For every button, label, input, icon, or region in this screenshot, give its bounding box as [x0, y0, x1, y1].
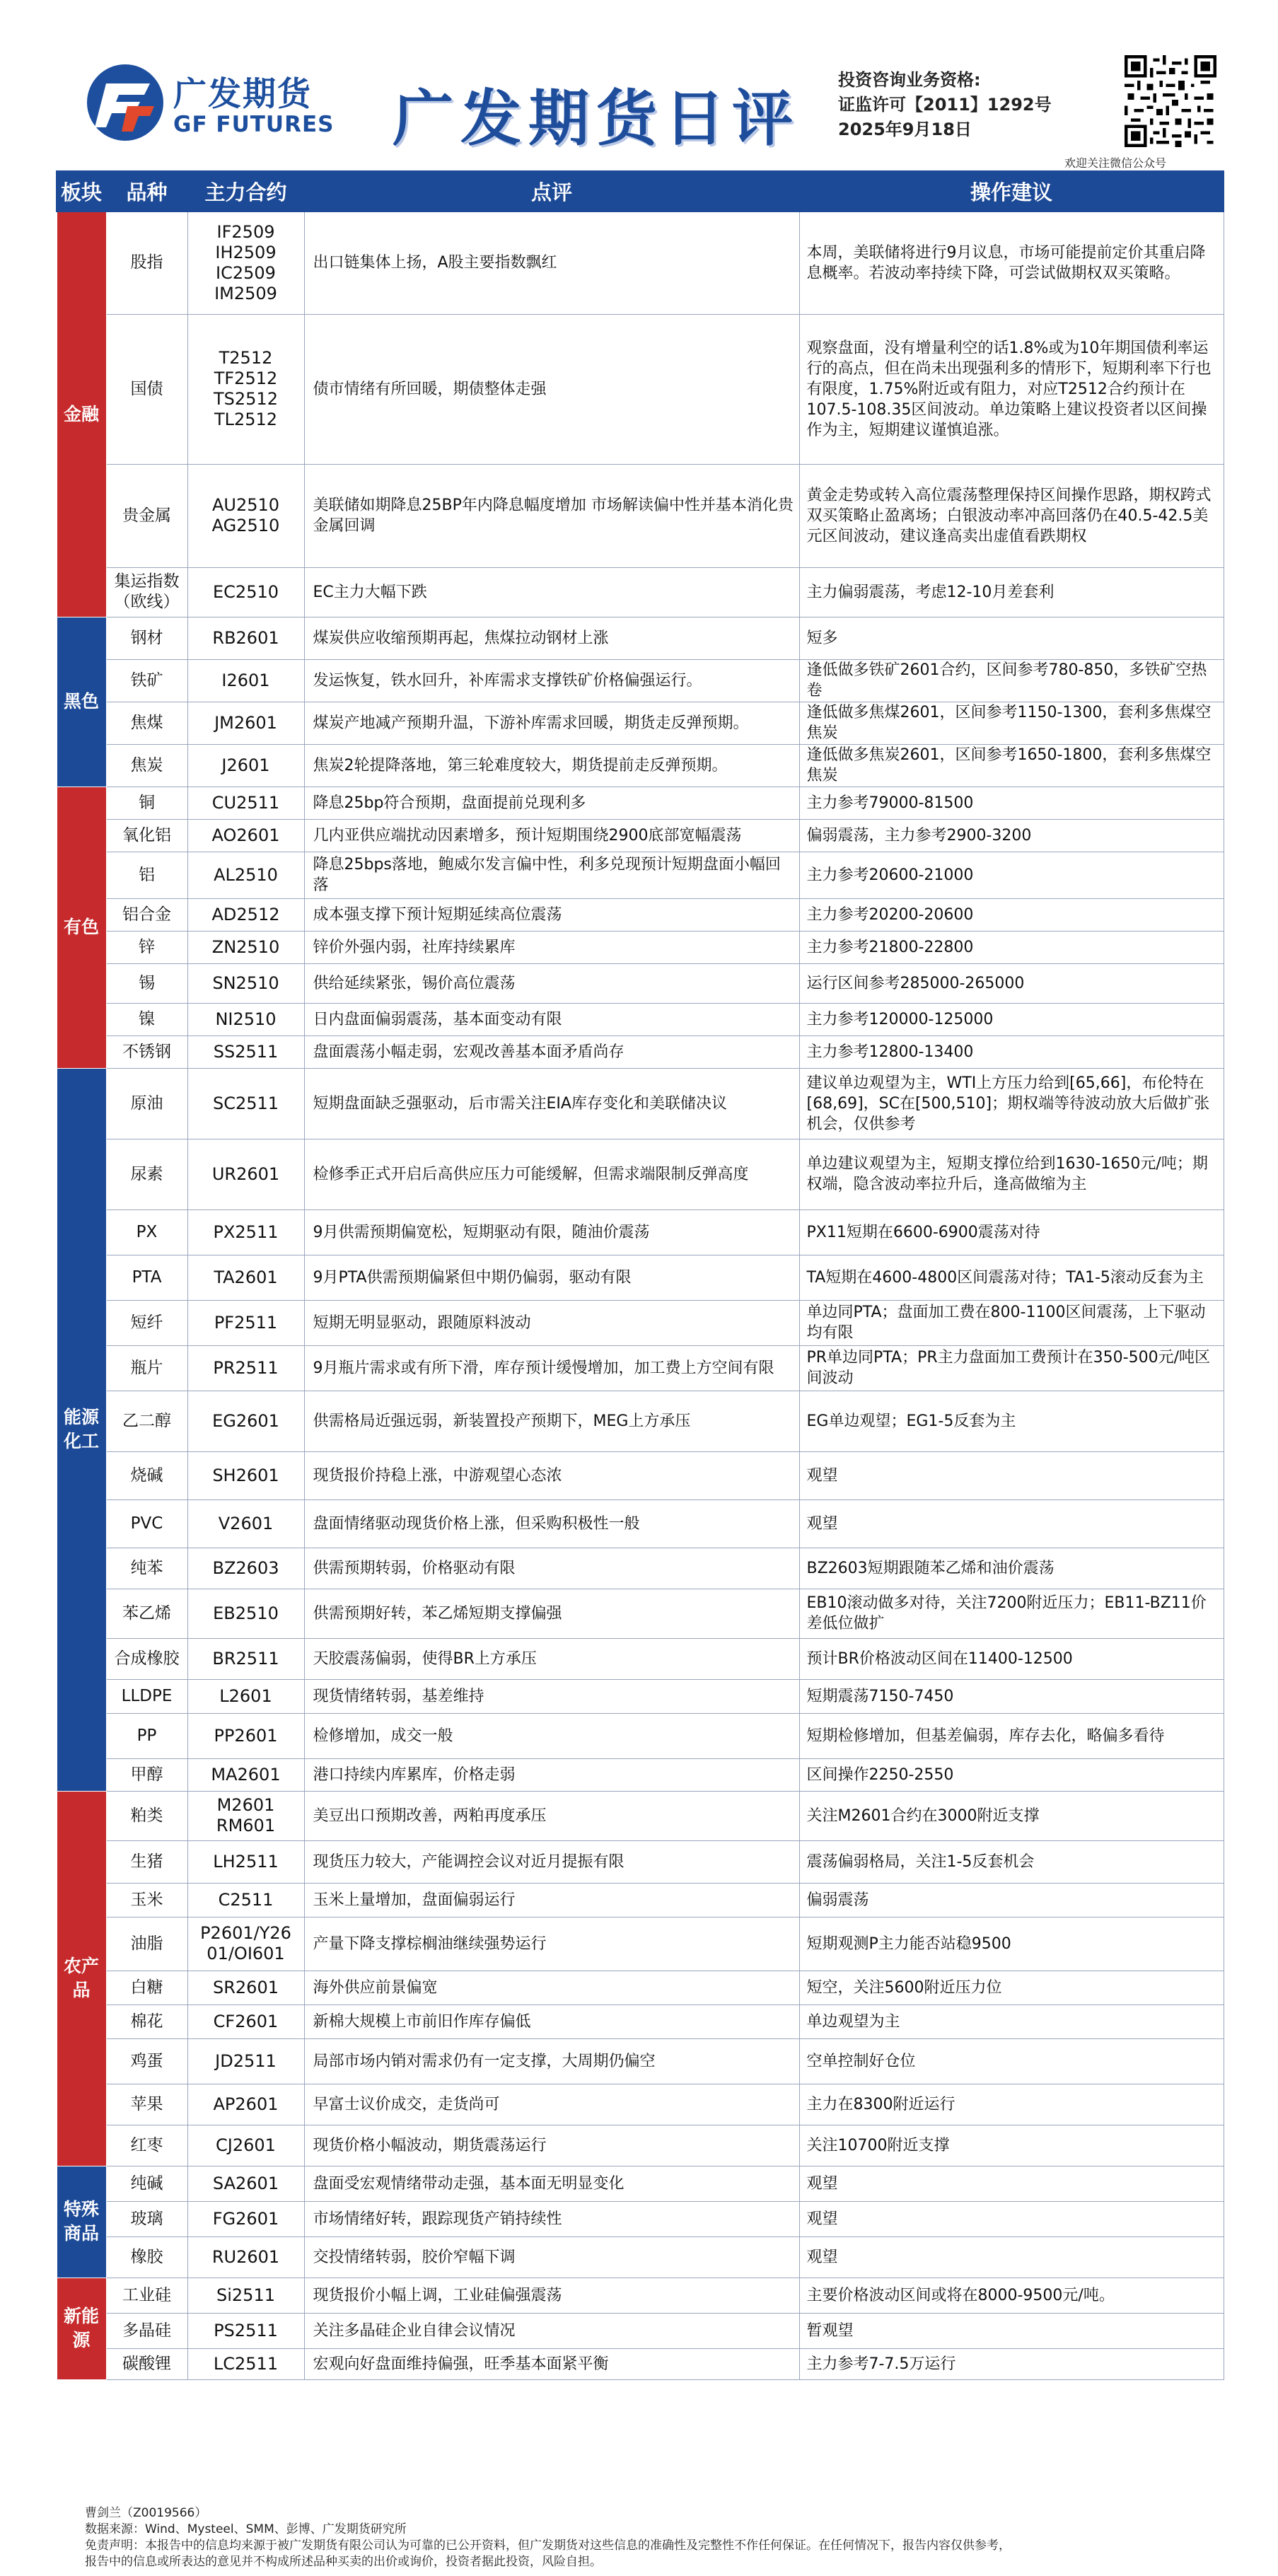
- comment-cell: 海外供应前景偏宽: [304, 1971, 799, 2004]
- comment-cell: 9月供需预期偏宽松，短期驱动有限，随油价震荡: [304, 1209, 799, 1255]
- table-row: [57, 1391, 1224, 1451]
- contract-cell: EC2510: [187, 567, 304, 617]
- comment-cell: 9月瓶片需求或有所下滑，库存预计缓慢增加，加工费上方空间有限: [304, 1345, 799, 1391]
- comment-cell: 发运恢复，铁水回升，补库需求支撑铁矿价格偏强运行。: [304, 659, 799, 702]
- advice-cell: 主力偏弱震荡，考虑12-10月差套利: [799, 567, 1224, 617]
- comment-cell: 供需预期好转，苯乙烯短期支撑偏强: [304, 1589, 799, 1638]
- table-row: [57, 1713, 1224, 1758]
- table-row: [57, 1971, 1224, 2004]
- table-row: [57, 314, 1224, 464]
- comment-cell: 新棉大规模上市前旧作库存偏低: [304, 2004, 799, 2038]
- comment-cell: 现货价格小幅波动，期货震荡运行: [304, 2125, 799, 2166]
- sector-cell: [57, 617, 106, 787]
- comment-cell: 玉米上量增加，盘面偏弱运行: [304, 1883, 799, 1917]
- contract-cell: RU2601: [187, 2236, 304, 2278]
- contract-cell: FG2601: [187, 2201, 304, 2236]
- variety-cell: 铝: [106, 852, 187, 898]
- table-row: [57, 2084, 1224, 2125]
- advice-cell: 主力参考20200-20600: [799, 898, 1224, 931]
- column-header-advice: 操作建议: [799, 171, 1224, 211]
- contract-cell: P2601/Y26 01/OI601: [187, 1917, 304, 1971]
- comment-cell: 盘面情绪驱动现货价格上涨，但采购积极性一般: [304, 1499, 799, 1548]
- variety-cell: 锌: [106, 931, 187, 963]
- variety-cell: 贵金属: [106, 464, 187, 567]
- table-row: [57, 1499, 1224, 1548]
- contract-cell: AP2601: [187, 2084, 304, 2125]
- column-header-sector: 板块: [57, 171, 106, 211]
- sector-cell: [57, 211, 106, 617]
- table-row: [57, 1638, 1224, 1679]
- contract-cell: CF2601: [187, 2004, 304, 2038]
- advice-cell: PR单边同PTA；PR主力盘面加工费预计在350-500元/吨区间波动: [799, 1345, 1224, 1391]
- contract-cell: Si2511: [187, 2278, 304, 2313]
- sector-cell: [57, 1068, 106, 1791]
- advice-cell: TA短期在4600-4800区间震荡对待；TA1-5滚动反套为主: [799, 1255, 1224, 1300]
- variety-cell: 玻璃: [106, 2201, 187, 2236]
- sector-cell: [57, 1791, 106, 2166]
- contract-cell: IF2509 IH2509 IC2509 IM2509: [187, 211, 304, 314]
- table-row: [57, 702, 1224, 744]
- license-number: 证监许可【2011】1292号: [838, 95, 1052, 115]
- commodity-table: [56, 170, 1223, 2380]
- comment-cell: 美联储如期降息25BP年内降息幅度增加 市场解读偏中性并基本消化贵金属回调: [304, 464, 799, 567]
- variety-cell: PX: [106, 1209, 187, 1255]
- table-row: [57, 1758, 1224, 1791]
- sector-cell: [57, 787, 106, 1068]
- contract-cell: BR2511: [187, 1638, 304, 1679]
- advice-cell: BZ2603短期跟随苯乙烯和油价震荡: [799, 1548, 1224, 1589]
- contract-cell: M2601 RM601: [187, 1791, 304, 1840]
- comment-cell: 天胶震荡偏弱，使得BR上方承压: [304, 1638, 799, 1679]
- contract-cell: I2601: [187, 659, 304, 702]
- contract-cell: SA2601: [187, 2166, 304, 2201]
- variety-cell: 鸡蛋: [106, 2038, 187, 2084]
- advice-cell: 短多: [799, 617, 1224, 659]
- comment-cell: 债市情绪有所回暖，期债整体走强: [304, 314, 799, 464]
- variety-cell: 白糖: [106, 1971, 187, 2004]
- comment-cell: 盘面震荡小幅走弱，宏观改善基本面矛盾尚存: [304, 1035, 799, 1068]
- advice-cell: 主力参考20600-21000: [799, 852, 1224, 898]
- advice-cell: 观望: [799, 2166, 1224, 2201]
- comment-cell: 几内亚供应端扰动因素增多，预计短期围绕2900底部宽幅震荡: [304, 819, 799, 852]
- table-header-row: [57, 171, 1224, 211]
- variety-cell: 铝合金: [106, 898, 187, 931]
- gf-logo-icon: [85, 62, 166, 144]
- contract-cell: L2601: [187, 1679, 304, 1713]
- comment-cell: 现货报价小幅上调，工业硅偏强震荡: [304, 2278, 799, 2313]
- contract-cell: PP2601: [187, 1713, 304, 1758]
- table-row: [57, 1589, 1224, 1638]
- comment-cell: EC主力大幅下跌: [304, 567, 799, 617]
- variety-cell: 不锈钢: [106, 1035, 187, 1068]
- contract-cell: LC2511: [187, 2348, 304, 2379]
- contract-cell: SR2601: [187, 1971, 304, 2004]
- table-row: [57, 898, 1224, 931]
- contract-cell: PR2511: [187, 1345, 304, 1391]
- advice-cell: 单边观望为主: [799, 2004, 1224, 2038]
- column-header-contract: 主力合约: [187, 171, 304, 211]
- contract-cell: JD2511: [187, 2038, 304, 2084]
- table-row: [57, 464, 1224, 567]
- sector-label: 能源 化工: [63, 1407, 99, 1451]
- contract-cell: SH2601: [187, 1451, 304, 1499]
- report-meta: [838, 68, 1052, 142]
- variety-cell: 乙二醇: [106, 1391, 187, 1451]
- sector-label: 新能源: [63, 2306, 99, 2350]
- table-row: [57, 617, 1224, 659]
- contract-cell: RB2601: [187, 617, 304, 659]
- table-row: [57, 1035, 1224, 1068]
- comment-cell: 盘面受宏观情绪带动走强，基本面无明显变化: [304, 2166, 799, 2201]
- variety-cell: 生猪: [106, 1840, 187, 1883]
- variety-cell: 红枣: [106, 2125, 187, 2166]
- sector-label: 黑色: [63, 691, 99, 712]
- contract-cell: LH2511: [187, 1840, 304, 1883]
- advice-cell: 黄金走势或转入高位震荡整理保持区间操作思路，期权跨式双买策略止盈离场；白银波动率冲高回落仍在40.5-42.5美元区间波动，建议逢高卖出虚值看跌期权: [799, 464, 1224, 567]
- variety-cell: 棉花: [106, 2004, 187, 2038]
- sector-label: 有色: [63, 917, 99, 937]
- logo-english-name: GF FUTURES: [173, 112, 335, 137]
- variety-cell: 股指: [106, 211, 187, 314]
- contract-cell: SS2511: [187, 1035, 304, 1068]
- data-source-line: 数据来源：Wind、Mysteel、SMM、彭博、广发期货研究所: [85, 2522, 407, 2536]
- table-row: [57, 2236, 1224, 2278]
- comment-cell: 早富士议价成交，走货尚可: [304, 2084, 799, 2125]
- table-row: [57, 1883, 1224, 1917]
- table-row: [57, 1003, 1224, 1035]
- table-row: [57, 787, 1224, 819]
- table-row: [57, 2348, 1224, 2379]
- advice-cell: 观望: [799, 1451, 1224, 1499]
- table-row: [57, 659, 1224, 702]
- comment-cell: 现货情绪转弱，基差维持: [304, 1679, 799, 1713]
- advice-cell: 观望: [799, 1499, 1224, 1548]
- variety-cell: 氧化铝: [106, 819, 187, 852]
- variety-cell: 粕类: [106, 1791, 187, 1840]
- variety-cell: 橡胶: [106, 2236, 187, 2278]
- table-row: [57, 819, 1224, 852]
- column-header-variety: 品种: [106, 171, 187, 211]
- advice-cell: PX11短期在6600-6900震荡对待: [799, 1209, 1224, 1255]
- comment-cell: 现货压力较大，产能调控会议对近月提振有限: [304, 1840, 799, 1883]
- comment-cell: 供给延续紧张，锡价高位震荡: [304, 963, 799, 1003]
- variety-cell: 镍: [106, 1003, 187, 1035]
- comment-cell: 交投情绪转弱，胶价窄幅下调: [304, 2236, 799, 2278]
- variety-cell: 苹果: [106, 2084, 187, 2125]
- variety-cell: PP: [106, 1713, 187, 1758]
- advice-cell: 主力参考7-7.5万运行: [799, 2348, 1224, 2379]
- advice-cell: 主力参考21800-22800: [799, 931, 1224, 963]
- contract-cell: BZ2603: [187, 1548, 304, 1589]
- sector-label: 特殊 商品: [63, 2199, 99, 2244]
- disclaimer-line-2: 报告中的信息或所表达的意见并不构成所述品种买卖的出价或询价，投资者据此投资，风险自担。: [85, 2555, 602, 2569]
- table-row: [57, 2125, 1224, 2166]
- advice-cell: 关注10700附近支撑: [799, 2125, 1224, 2166]
- report-title: 广发期货日评: [393, 83, 800, 154]
- contract-cell: V2601: [187, 1499, 304, 1548]
- analyst-line: 曹剑兰（Z0019566）: [85, 2506, 207, 2520]
- contract-cell: AD2512: [187, 898, 304, 931]
- variety-cell: 铁矿: [106, 659, 187, 702]
- variety-cell: PVC: [106, 1499, 187, 1548]
- advice-cell: 震荡偏弱格局，关注1-5反套机会: [799, 1840, 1224, 1883]
- advice-cell: 单边同PTA；盘面加工费在800-1100区间震荡，上下驱动均有限: [799, 1300, 1224, 1345]
- advice-cell: 本周，美联储将进行9月议息，市场可能提前定价其重启降息概率。若波动率持续下降，可尝试做期权双买策略。: [799, 211, 1224, 314]
- variety-cell: 纯苯: [106, 1548, 187, 1589]
- contract-cell: AO2601: [187, 819, 304, 852]
- table-row: [57, 1840, 1224, 1883]
- table-body: [57, 211, 1224, 2379]
- comment-cell: 成本强支撑下预计短期延续高位震荡: [304, 898, 799, 931]
- table-row: [57, 1255, 1224, 1300]
- variety-cell: 苯乙烯: [106, 1589, 187, 1638]
- advice-cell: 短期检修增加，但基差偏弱，库存去化，略偏多看待: [799, 1713, 1224, 1758]
- table-row: [57, 744, 1224, 787]
- advice-cell: 暂观望: [799, 2313, 1224, 2348]
- table-row: [57, 1548, 1224, 1589]
- advice-cell: 预计BR价格波动区间在11400-12500: [799, 1638, 1224, 1679]
- report-header: [0, 0, 1278, 168]
- variety-cell: 工业硅: [106, 2278, 187, 2313]
- comment-cell: 短期盘面缺乏强驱动，后市需关注EIA库存变化和美联储决议: [304, 1068, 799, 1139]
- variety-cell: 碳酸锂: [106, 2348, 187, 2379]
- report-date: 2025年9月18日: [838, 120, 972, 139]
- contract-cell: EG2601: [187, 1391, 304, 1451]
- variety-cell: 甲醇: [106, 1758, 187, 1791]
- contract-cell: JM2601: [187, 702, 304, 744]
- table-row: [57, 1917, 1224, 1971]
- comment-cell: 焦炭2轮提降落地，第三轮难度较大，期货提前走反弹预期。: [304, 744, 799, 787]
- contract-cell: UR2601: [187, 1139, 304, 1209]
- contract-cell: MA2601: [187, 1758, 304, 1791]
- advice-cell: 观望: [799, 2236, 1224, 2278]
- license-label: 投资咨询业务资格:: [838, 70, 981, 90]
- advice-cell: 单边建议观望为主，短期支撑位给到1630-1650元/吨；期权端，隐含波动率拉升后，逢高做缩为主: [799, 1139, 1224, 1209]
- comment-cell: 供需格局近强远弱，新装置投产预期下，MEG上方承压: [304, 1391, 799, 1451]
- sector-label: 金融: [63, 403, 99, 424]
- comment-cell: 短期无明显驱动，跟随原料波动: [304, 1300, 799, 1345]
- disclaimer-footer: [85, 2505, 1231, 2570]
- contract-cell: SC2511: [187, 1068, 304, 1139]
- advice-cell: 偏弱震荡，主力参考2900-3200: [799, 819, 1224, 852]
- variety-cell: 焦炭: [106, 744, 187, 787]
- table-row: [57, 211, 1224, 314]
- variety-cell: LLDPE: [106, 1679, 187, 1713]
- comment-cell: 宏观向好盘面维持偏强，旺季基本面紧平衡: [304, 2348, 799, 2379]
- contract-cell: CU2511: [187, 787, 304, 819]
- company-logo: [85, 62, 335, 147]
- table-row: [57, 852, 1224, 898]
- advice-cell: 逢低做多焦煤2601，区间参考1150-1300，套利多焦煤空焦炭: [799, 702, 1224, 744]
- table-row: [57, 2038, 1224, 2084]
- comment-cell: 产量下降支撑棕榈油继续强势运行: [304, 1917, 799, 1971]
- variety-cell: 尿素: [106, 1139, 187, 1209]
- contract-cell: PS2511: [187, 2313, 304, 2348]
- variety-cell: 短纤: [106, 1300, 187, 1345]
- variety-cell: 锡: [106, 963, 187, 1003]
- advice-cell: 主力在8300附近运行: [799, 2084, 1224, 2125]
- advice-cell: EG单边观望；EG1-5反套为主: [799, 1391, 1224, 1451]
- variety-cell: 铜: [106, 787, 187, 819]
- sector-label: 农产品: [63, 1956, 99, 2000]
- contract-cell: T2512 TF2512 TS2512 TL2512: [187, 314, 304, 464]
- table-row: [57, 1451, 1224, 1499]
- comment-cell: 锌价外强内弱，社库持续累库: [304, 931, 799, 963]
- contract-cell: SN2510: [187, 963, 304, 1003]
- advice-cell: 关注M2601合约在3000附近支撑: [799, 1791, 1224, 1840]
- contract-cell: PF2511: [187, 1300, 304, 1345]
- variety-cell: 钢材: [106, 617, 187, 659]
- disclaimer-line-1: 免责声明：本报告中的信息均来源于被广发期货有限公司认为可靠的已公开资料，但广发期货对这些信息的准确性及完整性不作任何保证。在任何情况下，报告内容仅供参考，: [85, 2539, 1011, 2553]
- table-row: [57, 2313, 1224, 2348]
- advice-cell: 空单控制好仓位: [799, 2038, 1224, 2084]
- contract-cell: C2511: [187, 1883, 304, 1917]
- table-row: [57, 1791, 1224, 1840]
- comment-cell: 局部市场内销对需求仍有一定支撑，大周期仍偏空: [304, 2038, 799, 2084]
- advice-cell: 观望: [799, 2201, 1224, 2236]
- contract-cell: J2601: [187, 744, 304, 787]
- table-row: [57, 963, 1224, 1003]
- table-row: [57, 1139, 1224, 1209]
- advice-cell: 短空，关注5600附近压力位: [799, 1971, 1224, 2004]
- comment-cell: 市场情绪好转，跟踪现货产销持续性: [304, 2201, 799, 2236]
- comment-cell: 现货报价持稳上涨，中游观望心态浓: [304, 1451, 799, 1499]
- logo-chinese-name: 广发期货: [173, 75, 312, 114]
- advice-cell: 建议单边观望为主，WTI上方压力给到[65,66]，布伦特在[68,69]，SC在[500,510]；期权端等待波动放大后做扩张机会，仅供参考: [799, 1068, 1224, 1139]
- table-row: [57, 2201, 1224, 2236]
- contract-cell: CJ2601: [187, 2125, 304, 2166]
- table-row: [57, 1068, 1224, 1139]
- contract-cell: AL2510: [187, 852, 304, 898]
- contract-cell: PX2511: [187, 1209, 304, 1255]
- advice-cell: 主力参考120000-125000: [799, 1003, 1224, 1035]
- variety-cell: 国债: [106, 314, 187, 464]
- variety-cell: 油脂: [106, 1917, 187, 1971]
- comment-cell: 关注多晶硅企业自律会议情况: [304, 2313, 799, 2348]
- comment-cell: 9月PTA供需预期偏紧但中期仍偏弱，驱动有限: [304, 1255, 799, 1300]
- variety-cell: PTA: [106, 1255, 187, 1300]
- variety-cell: 瓶片: [106, 1345, 187, 1391]
- comment-cell: 日内盘面偏弱震荡，基本面变动有限: [304, 1003, 799, 1035]
- variety-cell: 多晶硅: [106, 2313, 187, 2348]
- comment-cell: 检修季正式开启后高供应压力可能缓解，但需求端限制反弹高度: [304, 1139, 799, 1209]
- advice-cell: 主力参考79000-81500: [799, 787, 1224, 819]
- advice-cell: 偏弱震荡: [799, 1883, 1224, 1917]
- variety-cell: 玉米: [106, 1883, 187, 1917]
- table-row: [57, 567, 1224, 617]
- advice-cell: 区间操作2250-2550: [799, 1758, 1224, 1791]
- advice-cell: 短期震荡7150-7450: [799, 1679, 1224, 1713]
- comment-cell: 检修增加，成交一般: [304, 1713, 799, 1758]
- table-row: [57, 931, 1224, 963]
- comment-cell: 煤炭产地减产预期升温，下游补库需求回暖，期货走反弹预期。: [304, 702, 799, 744]
- advice-cell: 主力参考12800-13400: [799, 1035, 1224, 1068]
- table-row: [57, 2278, 1224, 2313]
- advice-cell: EB10滚动做多对待，关注7200附近压力；EB11-BZ11价差低位做扩: [799, 1589, 1224, 1638]
- table-row: [57, 2166, 1224, 2201]
- contract-cell: TA2601: [187, 1255, 304, 1300]
- contract-cell: NI2510: [187, 1003, 304, 1035]
- contract-cell: AU2510 AG2510: [187, 464, 304, 567]
- variety-cell: 纯碱: [106, 2166, 187, 2201]
- variety-cell: 焦煤: [106, 702, 187, 744]
- contract-cell: ZN2510: [187, 931, 304, 963]
- comment-cell: 出口链集体上扬，A股主要指数飘红: [304, 211, 799, 314]
- table-row: [57, 2004, 1224, 2038]
- comment-cell: 港口持续内库累库，价格走弱: [304, 1758, 799, 1791]
- advice-cell: 观察盘面，没有增量利空的话1.8%或为10年期国债利率运行的高点，但在尚未出现强利多的情形下，短期利率下行也有限度，1.75%附近或有阻力，对应T2512合约预计在107.5-108.35区间波动。单边策略上建议投资者以区间操作为主，短期建议谨慎追涨。: [799, 314, 1224, 464]
- table-row: [57, 1345, 1224, 1391]
- comment-cell: 美豆出口预期改善，两粕再度承压: [304, 1791, 799, 1840]
- table-row: [57, 1300, 1224, 1345]
- comment-cell: 煤炭供应收缩预期再起，焦煤拉动钢材上涨: [304, 617, 799, 659]
- comment-cell: 供需预期转弱，价格驱动有限: [304, 1548, 799, 1589]
- column-header-comment: 点评: [304, 171, 799, 211]
- table-row: [57, 1209, 1224, 1255]
- sector-cell: [57, 2278, 106, 2379]
- table-row: [57, 1679, 1224, 1713]
- qr-code-icon: [1125, 55, 1216, 147]
- variety-cell: 原油: [106, 1068, 187, 1139]
- advice-cell: 运行区间参考285000-265000: [799, 963, 1224, 1003]
- contract-cell: EB2510: [187, 1589, 304, 1638]
- advice-cell: 短期观测P主力能否站稳9500: [799, 1917, 1224, 1971]
- comment-cell: 降息25bps落地，鲍威尔发言偏中性，利多兑现预计短期盘面小幅回落: [304, 852, 799, 898]
- advice-cell: 逢低做多焦炭2601，区间参考1650-1800，套利多焦煤空焦炭: [799, 744, 1224, 787]
- advice-cell: 主要价格波动区间或将在8000-9500元/吨。: [799, 2278, 1224, 2313]
- qr-caption: 欢迎关注微信公众号: [1064, 156, 1167, 170]
- variety-cell: 集运指数 （欧线）: [106, 567, 187, 617]
- comment-cell: 降息25bp符合预期，盘面提前兑现利多: [304, 787, 799, 819]
- sector-cell: [57, 2166, 106, 2278]
- advice-cell: 逢低做多铁矿2601合约，区间参考780-850，多铁矿空热卷: [799, 659, 1224, 702]
- variety-cell: 烧碱: [106, 1451, 187, 1499]
- variety-cell: 合成橡胶: [106, 1638, 187, 1679]
